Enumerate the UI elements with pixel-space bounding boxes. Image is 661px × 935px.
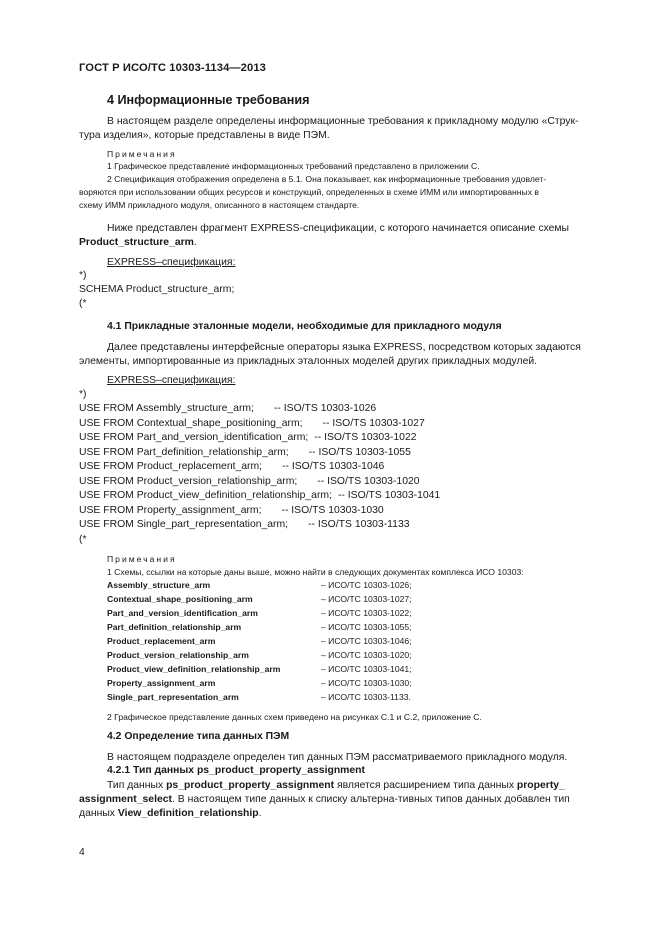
use-from-line: USE FROM Part_definition_relationship_arm; -- ISO/TS 10303-1055	[79, 447, 411, 458]
use-from-line: USE FROM Property_assignment_arm; -- ISO/TS 10303-1030	[79, 505, 384, 516]
code-close-41: (*	[79, 534, 87, 545]
use-from-line: USE FROM Part_and_version_identification_arm; -- ISO/TS 10303-1022	[79, 432, 417, 443]
notes-label: Примечания	[107, 149, 177, 159]
code-schema: SCHEMA Product_structure_arm;	[79, 284, 235, 295]
type-para-line1: Тип данных ps_product_property_assignment является расширением типа данных property_	[107, 780, 565, 791]
select-name-part1: property_	[516, 780, 565, 791]
module-name: Product_view_definition_relationship_arm	[107, 664, 281, 674]
use-from-line: USE FROM Product_replacement_arm; -- ISO/TS 10303-1046	[79, 461, 385, 472]
module-name: Product_version_relationship_arm	[107, 650, 249, 660]
code-open: *)	[79, 270, 87, 281]
use-from-line: USE FROM Product_view_definition_relationship_arm; -- ISO/TS 10303-1041	[79, 490, 441, 501]
module-ref: – ИСО/ТС 10303-1133.	[321, 692, 411, 702]
section-4-intro-line1: В настоящем разделе определены информационные требования к прикладному модулю «Струк-	[107, 116, 579, 127]
note-2-line1: 2 Спецификация отображения определена в 5.1. Она показывает, как информационные требования удовлет-	[107, 174, 547, 184]
express-intro-schema	[79, 236, 197, 251]
notes-label-41: Примечания	[107, 554, 177, 564]
section-4-intro-line2: тура изделия», которые представлены в виде ПЭМ.	[79, 130, 330, 141]
period: .	[193, 237, 197, 248]
section-42-title: 4.2 Определение типа данных ПЭМ	[107, 731, 290, 742]
code-close: (*	[79, 298, 87, 309]
module-ref: – ИСО/ТС 10303-1020;	[321, 650, 412, 660]
section-41-para-line1: Далее представлены интерфейсные операторы языка EXPRESS, посредством которых задаются	[107, 342, 581, 353]
module-name: Single_part_representation_arm	[107, 692, 239, 702]
module-name: Property_assignment_arm	[107, 678, 216, 688]
use-from-line: USE FROM Contextual_shape_positioning_arm; -- ISO/TS 10303-1027	[79, 418, 425, 429]
type-name: ps_product_property_assignment	[166, 780, 335, 791]
module-ref: – ИСО/ТС 10303-1026;	[321, 580, 412, 590]
module-ref: – ИСО/ТС 10303-1046;	[321, 636, 412, 646]
section-42-para: В настоящем подразделе определен тип данных ПЭМ рассматриваемого прикладного модуля.	[107, 752, 568, 763]
section-41-title: 4.1 Прикладные эталонные модели, необходимые для прикладного модуля	[107, 321, 502, 332]
standard-header: ГОСТ Р ИСО/ТС 10303-1134—2013	[79, 62, 266, 74]
module-ref: – ИСО/ТС 10303-1022;	[321, 608, 412, 618]
use-from-line: USE FROM Product_version_relationship_arm; -- ISO/TS 10303-1020	[79, 476, 420, 487]
schema-name: Product_structure_arm	[79, 237, 194, 248]
module-name: Assembly_structure_arm	[107, 580, 211, 590]
added-type-name: View_definition_relationship	[117, 808, 259, 819]
note-2-line3: схему ИММ прикладного модуля, описанного в настоящем стандарте.	[79, 200, 360, 210]
module-name: Contextual_shape_positioning_arm	[107, 594, 253, 604]
express-label-41: EXPRESS–спецификация:	[107, 375, 236, 386]
express-intro: Ниже представлен фрагмент EXPRESS-спецификации, с которого начинается описание схемы	[107, 223, 570, 234]
section-421-title: 4.2.1 Тип данных ps_product_property_assignment	[107, 765, 365, 776]
module-ref: – ИСО/ТС 10303-1055;	[321, 622, 412, 632]
page-number: 4	[79, 847, 85, 858]
type-para-line3: данных View_definition_relationship.	[79, 808, 262, 819]
section-4-title: 4 Информационные требования	[107, 93, 310, 107]
module-ref: – ИСО/ТС 10303-1041;	[321, 664, 412, 674]
code-open-41: *)	[79, 389, 87, 400]
module-name: Product_replacement_arm	[107, 636, 216, 646]
note-1: 1 Графическое представление информационных требований представлено в приложении С.	[107, 161, 480, 171]
module-ref: – ИСО/ТС 10303-1027;	[321, 594, 412, 604]
module-name: Part_definition_relationship_arm	[107, 622, 242, 632]
module-name: Part_and_version_identification_arm	[107, 608, 258, 618]
use-from-line: USE FROM Single_part_representation_arm; -- ISO/TS 10303-1133	[79, 519, 410, 530]
module-ref: – ИСО/ТС 10303-1030;	[321, 678, 412, 688]
note-41-2: 2 Графическое представление данных схем приведено на рисунках С.1 и С.2, приложение С.	[107, 712, 482, 722]
express-label: EXPRESS–спецификация:	[107, 257, 236, 268]
use-from-line: USE FROM Assembly_structure_arm; -- ISO/TS 10303-1026	[79, 403, 377, 414]
note-2-line2: воряются при использовании общих ресурсов и конструкций, определенных в схеме ИММ или импортированных в	[79, 187, 539, 197]
type-para-line2: assignment_select. В настоящем типе данных к списку альтерна-тивных типов данных добавлен тип	[79, 794, 570, 805]
select-name-part2: assignment_select	[79, 794, 172, 805]
section-41-para-line2: элементы, импортированные из прикладных эталонных моделей других прикладных модулей.	[79, 356, 538, 367]
note-41-1: 1 Схемы, ссылки на которые даны выше, можно найти в следующих документах комплекса ИСО 10303:	[107, 567, 524, 577]
